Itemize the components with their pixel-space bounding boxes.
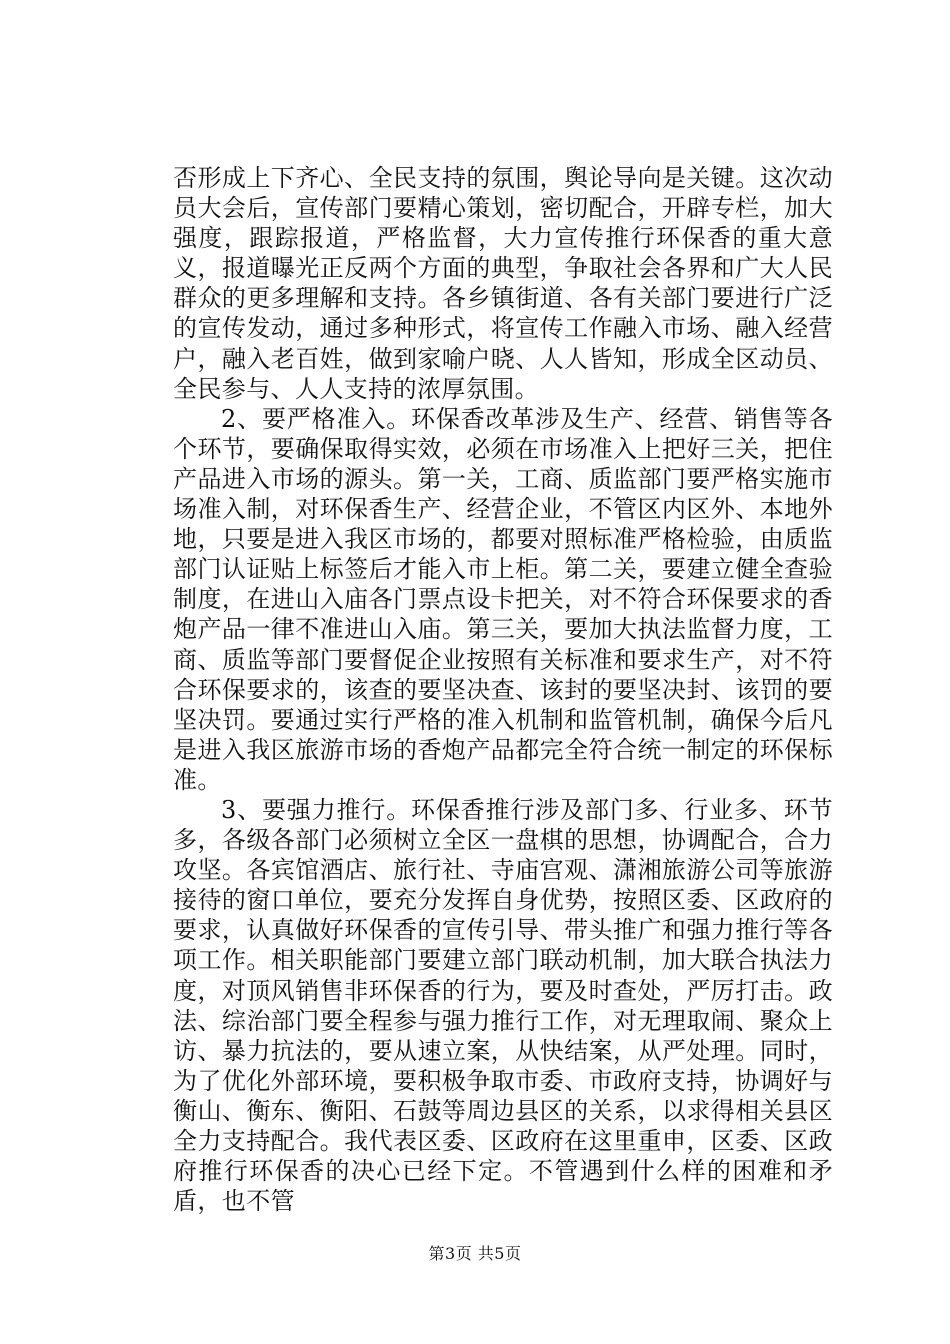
page-footer: 第3页 共5页 xyxy=(428,1244,522,1263)
paragraph-3: 3、要强力推行。环保香推行涉及部门多、行业多、环节多，各级各部门必须树立全区一盘棋的思想，协调配合，合力攻坚。各宾馆酒店、旅行社、寺庙宫观、潇湘旅游公司等旅游接待的窗口单位，要充分发挥自身优势，按照区委、区政府的要求，认真做好环保香的宣传引导、带头推广和强力推行等各项工作。相关职能部门要建立部门联动机制，加大联合执法力度，对顶风销售非环保香的行为，要及时查处，严厉打击。政法、综治部门要全程参与强力推行工作，对无理取闹、聚众上访、暴力抗法的，要从速立案，从快结案，从严处理。同时，为了优化外部环境，要积极争取市委、市政府支持，协调好与衡山、衡东、衡阳、石鼓等周边县区的关系，以求得相关县区全力支持配合。我代表区委、区政府在这里重申，区委、区政府推行环保香的决心已经下定。不管遇到什么样的困难和矛盾，也不管 xyxy=(173,795,833,1216)
paragraph-1: 否形成上下齐心、全民支持的氛围，舆论导向是关键。这次动员大会后，宣传部门要精心策划，密切配合，开辟专栏，加大强度，跟踪报道，严格监督，大力宣传推行环保香的重大意义，报道曝光正反两个方面的典型，争取社会各界和广大人民群众的更多理解和支持。各乡镇街道、各有关部门要进行广泛的宣传发动，通过多种形式，将宣传工作融入市场、融入经营户，融入老百姓，做到家喻户晓、人人皆知，形成全区动员、全民参与、人人支持的浓厚氛围。 xyxy=(173,164,833,403)
paragraph-2: 2、要严格准入。环保香改革涉及生产、经营、销售等各个环节，要确保取得实效，必须在市场准入上把好三关，把住产品进入市场的源头。第一关，工商、质监部门要严格实施市场准入制，对环保香生产、经营企业，不管区内区外、本地外地，只要是进入我区市场的，都要对照标准严格检验，由质监部门认证贴上标签后才能入市上柜。第二关，要建立健全查验制度，在进山入庙各门票点设卡把关，对不符合环保要求的香炮产品一律不准进山入庙。第三关，要加大执法监督力度，工商、质监等部门要督促企业按照有关标准和要求生产，对不符合环保要求的，该查的要坚决查、该封的要坚决封、该罚的要坚决罚。要通过实行严格的准入机制和监管机制，确保今后凡是进入我区旅游市场的香炮产品都完全符合统一制定的环保标准。 xyxy=(173,404,833,794)
document-body xyxy=(173,163,833,1216)
